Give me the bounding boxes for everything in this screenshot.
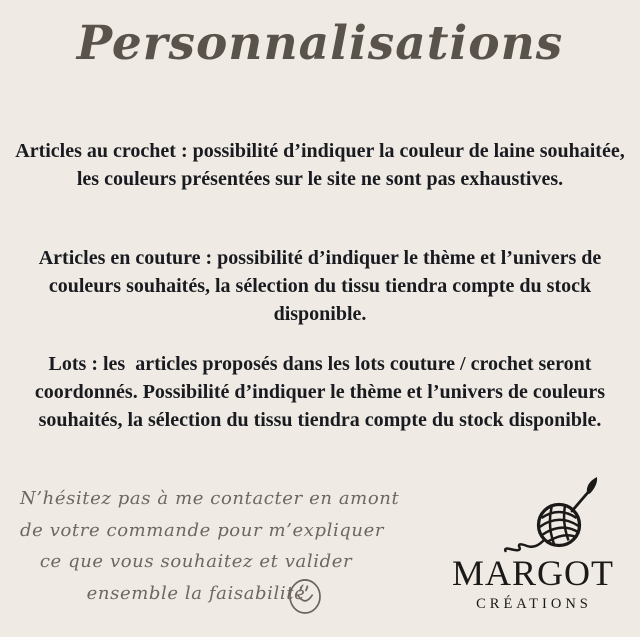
body-text: [0, 137, 640, 434]
text-line: Lots : les articles proposés dans les lots couture / crochet seront: [48, 353, 592, 375]
note-line: de votre commande pour m’expliquer: [20, 519, 385, 541]
smiley-icon: [287, 577, 323, 615]
page-title: Personnalisations: [76, 16, 564, 71]
text-line: les couleurs présentées sur le site ne sont pas exhaustives.: [76, 168, 564, 190]
text-line: coordonnés. Possibilité d’indiquer le thème et l’univers de couleurs: [34, 381, 606, 403]
text-line: disponible.: [273, 303, 367, 325]
brand-name: MARGOT: [451, 553, 614, 593]
text-line: Articles en couture : possibilité d’indiquer le thème et l’univers de: [38, 247, 602, 269]
note-line: N’hésitez pas à me contacter en amont: [20, 488, 400, 509]
brand-logo: [416, 471, 626, 613]
paragraph-couture: [0, 244, 640, 328]
paragraph-lots: [0, 350, 640, 434]
text-line: Articles au crochet : possibilité d’indiquer la couleur de laine souhaitée,: [15, 140, 625, 162]
yarn-ball-icon: [502, 477, 602, 553]
note-line: ce que vous souhaitez et valider: [39, 551, 353, 572]
note-line: ensemble la faisabilité: [86, 582, 306, 604]
text-line: couleurs souhaités, la sélection du tissu tiendra compte du stock: [48, 275, 592, 297]
brand-subtitle: CRÉATIONS: [476, 596, 592, 612]
paragraph-crochet: [0, 137, 640, 193]
text-line: souhaités, la sélection du tissu tiendra compte du stock disponible.: [38, 409, 602, 431]
